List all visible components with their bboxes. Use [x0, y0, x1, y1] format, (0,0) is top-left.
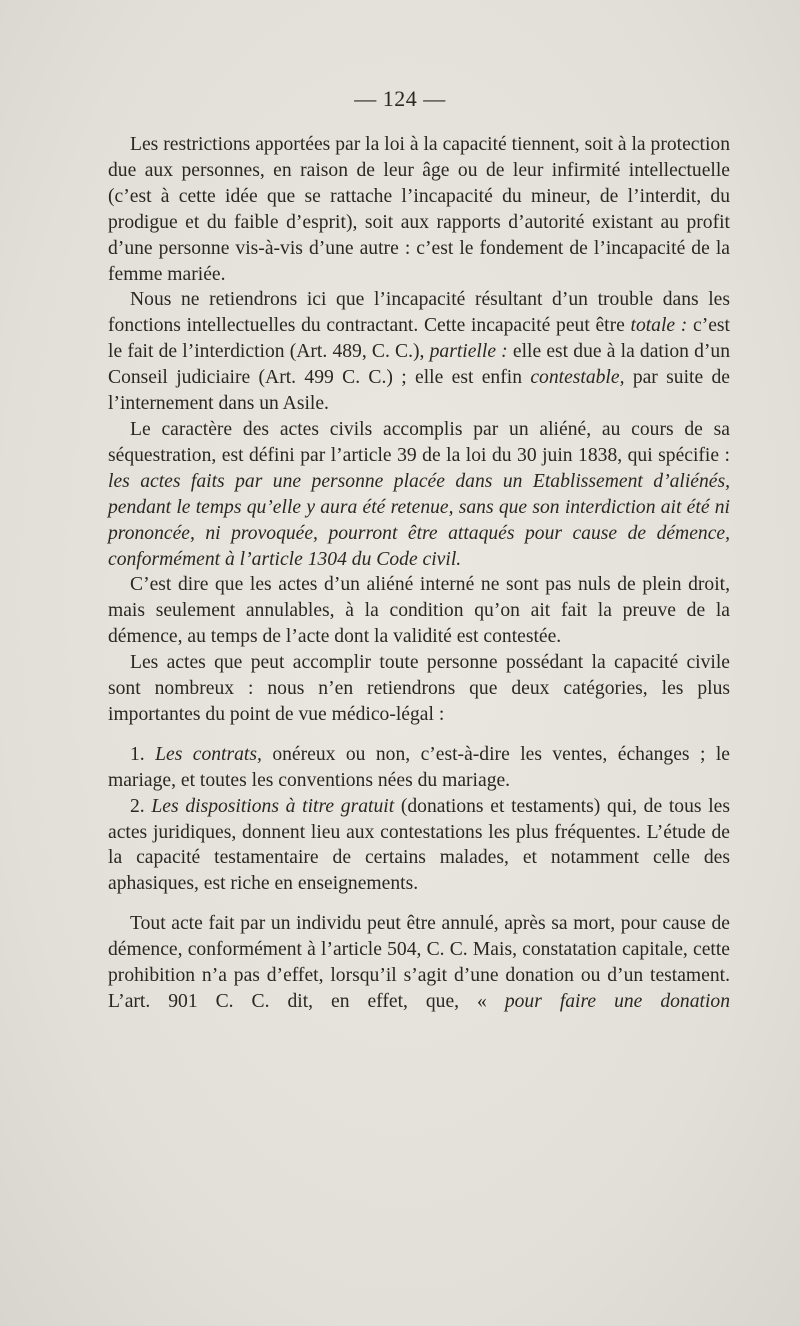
text-run: Tout acte fait par un individu peut être annulé, après sa mort, pour cause de démence, conformément à l’article 504, C. C. Mais, constatation capitale, cette prohibition n’a pas d’effet, lorsqu’il s’agit d’une donation ou d’un testament. L’art. 901 C. C. dit, en effet, que, «: [108, 913, 730, 1012]
text-run: (donations et testaments) qui, de tous les actes juridiques, donnent lieu aux contestations les plus fréquentes. L’étude de la capacité testamentaire de certains malades, et notamment celle des aphasiques, est riche en enseignements.: [108, 795, 730, 895]
text-run: Les restrictions apportées par la loi à la capacité tiennent, soit à la protection due aux personnes, en raison de leur âge ou de leur infirmité intellectuelle (c’est à cette idée que se rattache l’incapacité du mineur, de l’interdit, du prodigue et du faible d’esprit), soit aux rapports d’autorité existant au profit d’une personne vis-à-vis d’une autre : c’est le fondement de l’incapacité de la femme mariée.: [108, 134, 730, 285]
text-run: 2.: [130, 795, 152, 817]
paragraph: [108, 794, 730, 898]
text-run: elle est due à la dation d’un Conseil judiciaire (Art. 499 C. C.) ; elle est enfin: [108, 341, 730, 389]
text-run: C’est dire que les actes d’un aliéné interné ne sont pas nuls de plein droit, mais seulement annulables, à la condition qu’on ait fait la preuve de la démence, au temps de l’acte dont la validité est contestée.: [108, 574, 730, 648]
italic-text: partielle :: [429, 341, 508, 363]
paragraph: [108, 417, 730, 572]
text-run: par suite de l’internement dans un Asile.: [108, 367, 731, 415]
page-number: — 124 —: [354, 86, 446, 111]
italic-text: Les contrats,: [155, 743, 262, 765]
paragraph: [108, 742, 730, 794]
text-run: c’est le fait de l’interdiction (Art. 489, C. C.),: [108, 315, 730, 363]
text-run: onéreux ou non, c’est-à-dire les ventes, échanges ; le mariage, et toutes les conventions nées du mariage.: [108, 743, 730, 791]
text-run: Le caractère des actes civils accomplis par un aliéné, au cours de sa séquestration, est défini par l’article 39 de la loi du 30 juin 1838, qui spécifie :: [108, 418, 730, 466]
body-text: [108, 132, 730, 1015]
paragraph: [108, 287, 730, 417]
text-run: 1.: [130, 743, 156, 765]
italic-text: les actes faits par une personne placée dans un Etablissement d’aliénés, pendant le temps qu’elle y aura été retenue, sans que son interdiction ait été ni prononcée, ni provoquée, pourront être attaqués pour cause de démence, conformément à l’article 1304 du Code civil.: [108, 470, 730, 570]
paragraph: [108, 132, 730, 287]
italic-text: pour faire une donation: [504, 991, 730, 1012]
paragraph: [108, 650, 730, 728]
paragraph: [108, 911, 730, 1015]
italic-text: totale :: [630, 315, 688, 337]
text-run: Les actes que peut accomplir toute personne possédant la capacité civile sont nombreux : nous n’en retiendrons que deux catégories, les plus importantes du point de vue médico-légal :: [108, 652, 730, 725]
paragraph: [108, 572, 730, 650]
text-run: Nous ne retiendrons ici que l’incapacité résultant d’un trouble dans les fonctions intellectuelles du contractant. Cette incapacité peut être: [108, 289, 730, 337]
italic-text: contestable,: [530, 367, 625, 389]
italic-text: Les dispositions à titre gratuit: [151, 795, 395, 817]
